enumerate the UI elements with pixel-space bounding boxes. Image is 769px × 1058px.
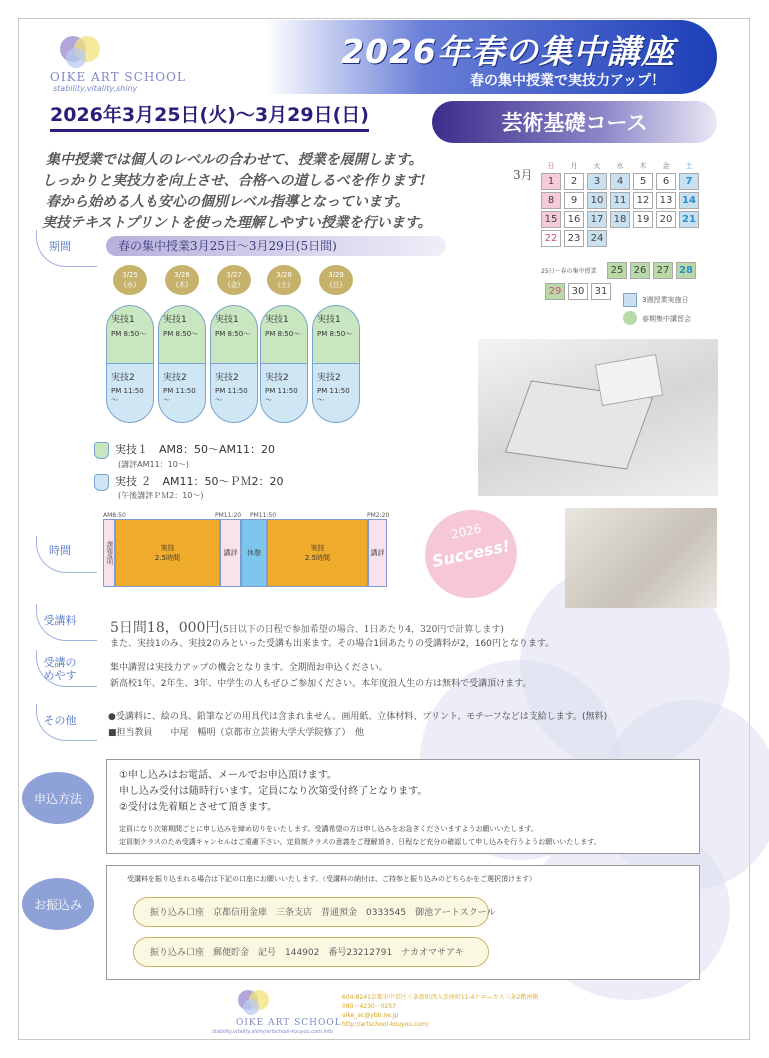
slot1-block: 実技1 PM 8:50～ bbox=[312, 305, 360, 363]
calendar-day: 4 bbox=[610, 173, 630, 190]
calendar-day: 5 bbox=[633, 173, 653, 190]
day-badge: 3/29 (日) bbox=[319, 265, 353, 295]
legend-swatch bbox=[94, 474, 109, 491]
calendar-day: 22 bbox=[541, 230, 561, 247]
day-badge: 3/28 (土) bbox=[267, 265, 301, 295]
calendar-day: 24 bbox=[587, 230, 607, 247]
calendar-day: 23 bbox=[564, 230, 584, 247]
calendar-day: 17 bbox=[587, 211, 607, 228]
calendar-day: 2 bbox=[564, 173, 584, 190]
course-name: 芸術基礎コース bbox=[432, 101, 717, 143]
bank-account-1: 振り込み口座 京都信用金庫 三条支店 普通預金 0333545 御池アートスクール bbox=[133, 897, 489, 927]
footer-contact bbox=[342, 993, 538, 1029]
calendar-day: 31 bbox=[591, 283, 611, 300]
apply-box bbox=[106, 759, 700, 854]
calendar-day: 25 bbox=[607, 262, 627, 279]
dow-label: 月 bbox=[570, 162, 578, 170]
day-column bbox=[210, 265, 258, 423]
label-period: 期間 bbox=[49, 240, 71, 253]
label-transfer: お振込み bbox=[22, 878, 94, 930]
school-tagline: stability,vitality,shiny bbox=[53, 84, 138, 93]
fee-note: (5日以下の日程で参加希望の場合、1日あたり4，320円で計算します) bbox=[219, 625, 504, 635]
day-column bbox=[312, 265, 360, 423]
slot2-block: 実技2 PM 11:50～ bbox=[312, 363, 360, 423]
calendar-header bbox=[541, 161, 702, 171]
course-dates: 2026年3月25日(火)～3月29日(日) bbox=[50, 100, 369, 132]
calendar-legend-2: 春期集中講習会 bbox=[642, 315, 691, 323]
stamp-year: 2026 bbox=[449, 521, 483, 542]
dow-label: 金 bbox=[662, 162, 670, 170]
intro-line: 集中授業では個人のレベルの合わせて、授業を展開します。 bbox=[46, 152, 423, 168]
time-tick: PM2:20 bbox=[367, 512, 390, 519]
calendar-day: 30 bbox=[568, 283, 588, 300]
calendar-day: 16 bbox=[564, 211, 584, 228]
calendar-day: 10 bbox=[587, 192, 607, 209]
footer-tel: 080－4230－0257 bbox=[342, 1003, 396, 1010]
block-review-2: 講評 bbox=[368, 519, 387, 587]
day-column bbox=[260, 265, 308, 423]
block-practice-1: 実技 2.5時間 bbox=[115, 519, 220, 587]
calendar-day: 1 bbox=[541, 173, 561, 190]
block-briefing: 課題説明 bbox=[103, 519, 115, 587]
intro-line: しっかりと実技力を向上させ、合格への道しるべを作ります! bbox=[42, 173, 426, 189]
apply-line3: ②受付は先着順とさせて頂きます。 bbox=[119, 802, 278, 813]
slot2-block: 実技2 PM 11:50～ bbox=[260, 363, 308, 423]
calendar-session-days bbox=[607, 262, 699, 279]
calendar-day: 21 bbox=[679, 211, 699, 228]
intro-line: 春から始める人も安心の個別レベル指導となっています。 bbox=[46, 194, 409, 210]
classroom-photo bbox=[565, 508, 717, 608]
calendar-day: 12 bbox=[633, 192, 653, 209]
footer-url[interactable]: http://artschool-kouyou.com/ bbox=[342, 1021, 429, 1028]
legend-text: 実技１ AM8：50～AM11：20 bbox=[115, 443, 276, 456]
calendar-day: 18 bbox=[610, 211, 630, 228]
transfer-intro: 受講料を振り込まれる場合は下記の口座にお願いいたします。（受講料の納付は、ご持参と振り込みのどちらかをご選択頂けます） bbox=[127, 875, 536, 883]
apply-line1: ①申し込みはお電話、メールでお申込頂けます。 bbox=[119, 770, 337, 781]
other-line1: ●受講料に、絵の具、鉛筆などの用具代は含まれません。画用紙、立体材料、プリント、モチーフなどは支給します。(無料) bbox=[108, 712, 608, 722]
calendar-legend-1: 3週授業実施日 bbox=[642, 296, 689, 304]
label-fee: 受講料 bbox=[43, 614, 77, 627]
dow-label: 火 bbox=[593, 162, 601, 170]
legend-note: (午後講評ＰＭ2：10～) bbox=[118, 491, 204, 500]
calendar-last-row bbox=[545, 283, 614, 300]
page-title: 2026年春の集中講座 bbox=[341, 32, 675, 71]
school-name: OIKE ART SCHOOL bbox=[50, 70, 186, 84]
apply-note1: 定員になり次第期間ごとに申し込みを締め切りをいたします。受講希望の方は申し込みをお急ぎくださいますようお願いいたします。 bbox=[119, 825, 538, 833]
still-life-photo bbox=[478, 339, 718, 496]
footer-school: OIKE ART SCHOOL bbox=[236, 1018, 342, 1028]
slot2-block: 実技2 PM 11:50～ bbox=[210, 363, 258, 423]
calendar-day: 15 bbox=[541, 211, 561, 228]
target-line1: 集中講習は実技力アップの機会となります。全期間お申込ください。 bbox=[110, 663, 388, 673]
slot2-block: 実技2 PM 11:50～ bbox=[158, 363, 206, 423]
label-time: 時間 bbox=[49, 544, 71, 557]
calendar-day: 13 bbox=[656, 192, 676, 209]
block-review-1: 講評 bbox=[220, 519, 241, 587]
legend-slot1 bbox=[94, 441, 275, 459]
intro-line: 実技テキストプリントを使った理解しやすい授業を行います。 bbox=[42, 215, 432, 231]
slot1-block: 実技1 PM 8:50～ bbox=[260, 305, 308, 363]
calendar bbox=[541, 161, 702, 247]
calendar-day: 7 bbox=[679, 173, 699, 190]
slot1-block: 実技1 PM 8:50～ bbox=[158, 305, 206, 363]
footer-address: 604-8241京都市中京区三条新町西入釜座町11-4ケロ―カス三条2階南側 bbox=[342, 994, 539, 1001]
calendar-day: 3 bbox=[587, 173, 607, 190]
dow-label: 水 bbox=[616, 162, 624, 170]
stamp-word: Success! bbox=[430, 535, 512, 572]
calendar-day: 29 bbox=[545, 283, 565, 300]
target-line2: 新高校1年、2年生、3年、中学生の人もぜひご参加ください。本年度浪人生の方は無料で受講頂けます。 bbox=[110, 679, 532, 689]
bank-account-2: 振り込み口座 郵便貯金 記号 144902 番号23212791 ナカオマサアキ bbox=[133, 937, 489, 967]
calendar-day: 8 bbox=[541, 192, 561, 209]
label-target: 受講の めやす bbox=[43, 656, 77, 682]
calendar-day: 28 bbox=[676, 262, 696, 279]
calendar-day: 9 bbox=[564, 192, 584, 209]
footer-tagline: stability,vitality,shiny/artschool-kouyou.com.info bbox=[212, 1029, 333, 1035]
fee-main bbox=[110, 617, 504, 637]
block-practice-2: 実技 2.5時間 bbox=[267, 519, 368, 587]
legend-swatch bbox=[94, 442, 109, 459]
day-column bbox=[158, 265, 206, 423]
label-apply: 申込方法 bbox=[22, 772, 94, 824]
title-banner bbox=[265, 20, 717, 94]
legend-swatch-blue bbox=[623, 293, 637, 307]
dow-label: 日 bbox=[547, 162, 555, 170]
calendar-month: 3月 bbox=[513, 168, 533, 182]
slot1-block: 実技1 PM 8:50～ bbox=[210, 305, 258, 363]
fee-amount: 5日間18，000円 bbox=[110, 620, 220, 636]
legend-text: 実技 ２ AM11：50～ＰＭ2：20 bbox=[115, 475, 284, 488]
slot1-block: 実技1 PM 8:50～ bbox=[106, 305, 154, 363]
apply-note2: 定員制クラスのため受講キャンセルはご遠慮下さい。定員制クラスの意義をご理解頂き、日程など充分の確認して申し込みを行うようお願いいたします。 bbox=[119, 838, 601, 846]
legend-note: (講評AM11：10～) bbox=[118, 460, 189, 469]
calendar-row-label: 25日～春の集中授業 bbox=[541, 268, 597, 275]
calendar-day: 26 bbox=[630, 262, 650, 279]
day-badge: 3/27 (金) bbox=[217, 265, 251, 295]
calendar-day: 14 bbox=[679, 192, 699, 209]
intro-text bbox=[42, 150, 432, 234]
time-tick: PM11:50 bbox=[250, 512, 277, 519]
dow-label: 木 bbox=[639, 162, 647, 170]
period-bar: 春の集中授業3月25日～3月29日(5日間) bbox=[106, 236, 446, 256]
day-badge: 3/25 (水) bbox=[113, 265, 147, 295]
calendar-day: 11 bbox=[610, 192, 630, 209]
calendar-day: 6 bbox=[656, 173, 676, 190]
fee-line2: また、実技1のみ、実技2のみといった受講も出来ます。その場合1回あたりの受講料が2，160円となります。 bbox=[110, 639, 555, 649]
footer-email[interactable]: oike_ac@ybb.ne.jp bbox=[342, 1012, 399, 1019]
day-badge: 3/26 (木) bbox=[165, 265, 199, 295]
block-break: 休憩 bbox=[241, 519, 267, 587]
apply-line2: 申し込み受付は随時行います。定員になり次第受付終了となります。 bbox=[119, 786, 428, 797]
page-subtitle: 春の集中授業で実技力アップ！ bbox=[469, 73, 665, 89]
calendar-day: 19 bbox=[633, 211, 653, 228]
calendar-day: 27 bbox=[653, 262, 673, 279]
dow-label: 土 bbox=[685, 162, 693, 170]
slot2-block: 実技2 PM 11:50～ bbox=[106, 363, 154, 423]
legend-swatch-green bbox=[623, 311, 637, 325]
other-line2: ■担当教員 中尾 暢明（京都市立芸術大学大学院修了） 他 bbox=[108, 728, 365, 738]
calendar-day: 20 bbox=[656, 211, 676, 228]
day-column bbox=[106, 265, 154, 423]
time-tick: PM11:20 bbox=[215, 512, 242, 519]
label-other: その他 bbox=[43, 714, 77, 727]
legend-slot2 bbox=[94, 473, 284, 491]
time-tick: AM8:50 bbox=[103, 512, 126, 519]
